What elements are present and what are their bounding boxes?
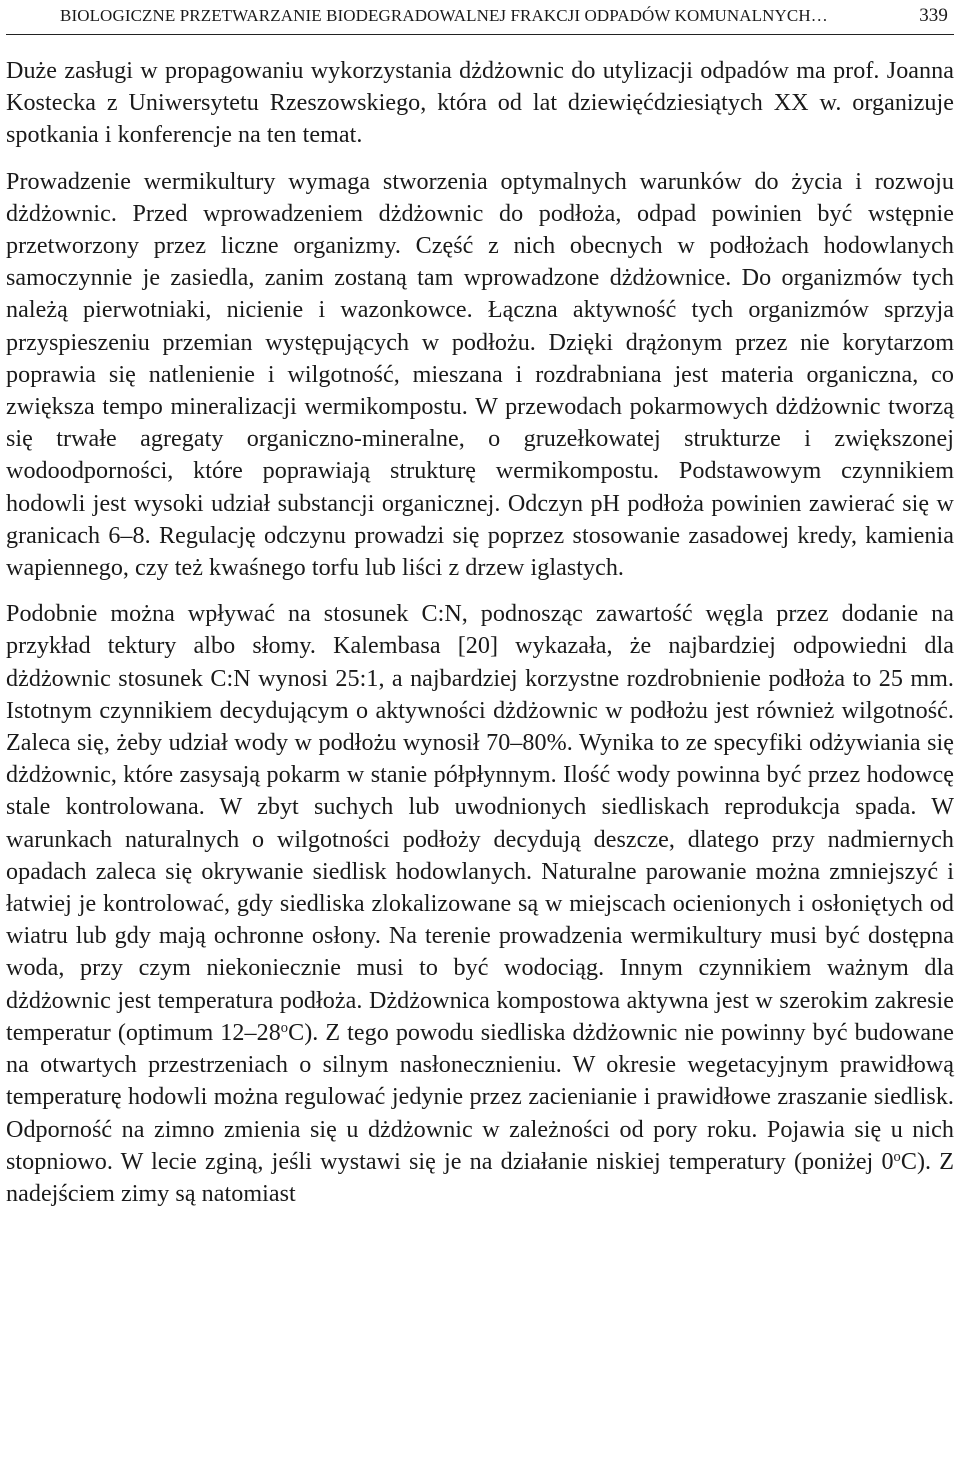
body-text (6, 55, 954, 1210)
degree-superscript: o (893, 1148, 901, 1165)
paragraph-2: Prowadzenie wermikultury wymaga stworzenia optymalnych warunków do życia i rozwoju dżdżownic. Przed wprowadzeniem dżdżownic do podłoża, odpad powinien być wstępnie przetworzony przez liczne organizmy. Część z nich obecnych w podłożach hodowlanych samoczynnie je zasiedla, zanim zostaną tam wprowadzone dżdżownice. Do organizmów tych należą pierwotniaki, nicienie i wazonkowce. Łączna aktywność tych organizmów sprzyja przyspieszeniu przemian występujących w podłożu. Dzięki drążonym przez nie korytarzom poprawia się natlenienie i wilgotność, mieszana i rozdrabniana jest materia organiczna, co zwiększa tempo mineralizacji wermikompostu. W przewodach pokarmowych dżdżownic tworzą się trwałe agregaty organiczno-mineralne, o gruzełkowatej strukturze i zwiększonej wodoodporności, które poprawiają strukturę wermikompostu. Podstawowym czynnikiem hodowli jest wysoki udział substancji organicznej. Odczyn pH podłoża powinien zawierać się w granicach 6–8. Regulację odczynu prowadzi się poprzez stosowanie zasadowej kredy, kamienia wapiennego, czy też kwaśnego torfu lub liści z drzew iglastych. (6, 168, 954, 582)
page-number: 339 (919, 5, 948, 26)
paragraph-3-text-c: C). Z nadejściem zimy są natomiast (6, 1148, 955, 1207)
degree-superscript: o (280, 1019, 289, 1036)
paragraph-3-text-b: C). Z tego powodu siedliska dżdżownic nie powinny być budowane na otwartych przestrzeniach o silnym nasłonecznieniu. W okresie wegetacyjnym prawidłową temperaturę hodowli można regulować jedynie przez zacienianie i prawidłowe zraszanie siedlisk. Odporność na zimno zmienia się u dżdżownic w zależności od pory roku. Pojawia się u nich stopniowo. W lecie zginą, jeśli wystawi się je na działanie niskiej temperatury (poniżej 0 (6, 1019, 955, 1175)
running-header (6, 0, 954, 35)
paragraph-1: Duże zasługi w propagowaniu wykorzystania dżdżownic do utylizacji odpadów ma prof. Joanna Kostecka z Uniwersytetu Rzeszowskiego, która od lat dziewięćdziesiątych XX w. organizuje spotkania i konferencje na ten temat. (6, 58, 954, 149)
paragraph-3-text-a: Podobnie można wpływać na stosunek C:N, podnosząc zawartość węgla przez dodanie na przykład tektury albo słomy. Kalembasa [20] wykazała, że najbardziej odpowiedni dla dżdżownic stosunek C:N wynosi 25:1, a najbardziej korzystne rozdrobnienie podłoża to 25 mm. Istotnym czynnikiem decydującym o aktywności dżdżownic w podłożu jest również wilgotność. Zaleca się, żeby udział wody w podłożu wynosił 70–80%. Wynika to ze specyfiki odżywiania się dżdżownic, które zasysają pokarm w stanie półpłynnym. Ilość wody powinna być przez hodowcę stale kontrolowana. W zbyt suchych lub uwodnionych siedliskach reprodukcja spada. W warunkach naturalnych o wilgotności podłoży decydują deszcze, dlatego przy nadmiernych opadach zaleca się okrywanie siedlisk hodowlanych. Naturalne parowanie można zmniejszyć i łatwiej je kontrolować, gdy siedliska zlokalizowane są w miejscach ocienionych i osłoniętych od wiatru lub gdy mają ochronne osłony. Na terenie prowadzenia wermikultury musi być dostępna woda, przy czym niekoniecznie musi to być wodociąg. Innym czynnikiem ważnym dla dżdżownic jest temperatura podłoża. Dżdżownica kompostowa aktywna jest w szerokim zakresie temperatur (optimum 12–28 (6, 601, 954, 1046)
paragraph-3 (6, 598, 954, 1210)
running-title: BIOLOGICZNE PRZETWARZANIE BIODEGRADOWALNEJ FRAKCJI ODPADÓW KOMUNALNYCH… (60, 6, 828, 25)
